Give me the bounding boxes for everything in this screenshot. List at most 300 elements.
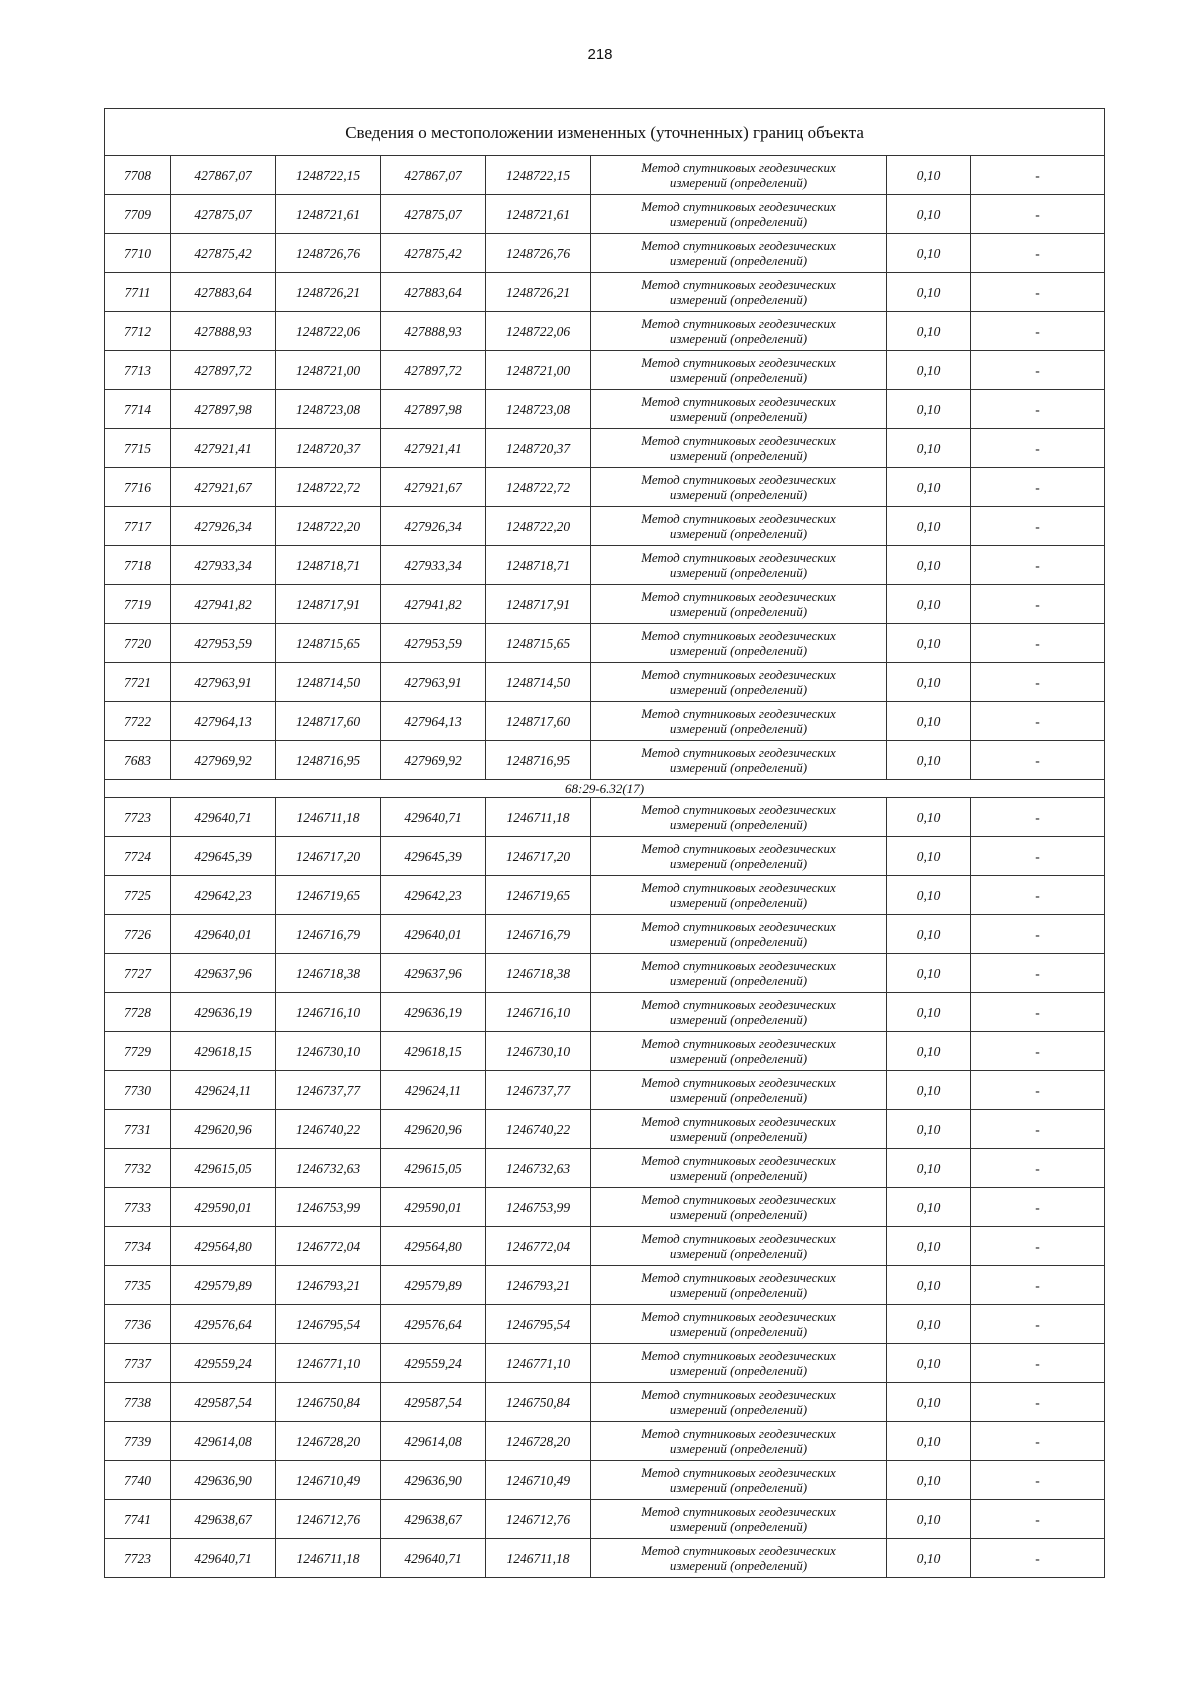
- y-new-cell: 1248722,15: [486, 156, 591, 195]
- method-line-2: измерений (определений): [669, 895, 808, 910]
- method-line-1: Метод спутниковых геодезических: [641, 1309, 836, 1324]
- table-row: [105, 1539, 1105, 1578]
- method-cell: [591, 351, 887, 390]
- description-cell: -: [971, 351, 1105, 390]
- y-new-cell: 1246771,10: [486, 1344, 591, 1383]
- table-body: [105, 109, 1105, 1578]
- x-new-cell: 429637,96: [381, 954, 486, 993]
- method-line-1: Метод спутниковых геодезических: [641, 958, 836, 973]
- y-existing-cell: 1248721,00: [276, 351, 381, 390]
- method-line-1: Метод спутниковых геодезических: [641, 1504, 836, 1519]
- x-existing-cell: 429640,01: [171, 915, 276, 954]
- y-existing-cell: 1248716,95: [276, 741, 381, 780]
- y-new-cell: 1246795,54: [486, 1305, 591, 1344]
- point-number-cell: 7723: [105, 1539, 171, 1578]
- description-cell: -: [971, 954, 1105, 993]
- x-new-cell: 427926,34: [381, 507, 486, 546]
- description-cell: -: [971, 1344, 1105, 1383]
- table-row: [105, 624, 1105, 663]
- description-cell: -: [971, 1500, 1105, 1539]
- x-new-cell: 429587,54: [381, 1383, 486, 1422]
- point-number-cell: 7683: [105, 741, 171, 780]
- accuracy-cell: 0,10: [887, 1344, 971, 1383]
- method-line-1: Метод спутниковых геодезических: [641, 997, 836, 1012]
- method-line-2: измерений (определений): [669, 1285, 808, 1300]
- y-new-cell: 1246717,20: [486, 837, 591, 876]
- method-line-1: Метод спутниковых геодезических: [641, 1426, 836, 1441]
- y-existing-cell: 1246717,20: [276, 837, 381, 876]
- y-new-cell: 1248721,61: [486, 195, 591, 234]
- method-cell: [591, 273, 887, 312]
- y-new-cell: 1246711,18: [486, 798, 591, 837]
- point-number-cell: 7728: [105, 993, 171, 1032]
- accuracy-cell: 0,10: [887, 1032, 971, 1071]
- x-new-cell: 427888,93: [381, 312, 486, 351]
- method-line-1: Метод спутниковых геодезических: [641, 745, 836, 760]
- method-cell: [591, 1305, 887, 1344]
- point-number-cell: 7740: [105, 1461, 171, 1500]
- y-new-cell: 1248717,91: [486, 585, 591, 624]
- y-existing-cell: 1248722,72: [276, 468, 381, 507]
- x-existing-cell: 427921,41: [171, 429, 276, 468]
- y-existing-cell: 1246753,99: [276, 1188, 381, 1227]
- accuracy-cell: 0,10: [887, 624, 971, 663]
- x-existing-cell: 429636,19: [171, 993, 276, 1032]
- description-cell: -: [971, 1071, 1105, 1110]
- x-new-cell: 427964,13: [381, 702, 486, 741]
- y-existing-cell: 1248715,65: [276, 624, 381, 663]
- page-number: 218: [587, 46, 613, 63]
- method-line-1: Метод спутниковых геодезических: [641, 238, 836, 253]
- point-number-cell: 7732: [105, 1149, 171, 1188]
- y-existing-cell: 1246711,18: [276, 798, 381, 837]
- table-row: [105, 195, 1105, 234]
- y-new-cell: 1248722,06: [486, 312, 591, 351]
- x-new-cell: 429640,71: [381, 1539, 486, 1578]
- accuracy-cell: 0,10: [887, 468, 971, 507]
- x-existing-cell: 429614,08: [171, 1422, 276, 1461]
- method-cell: [591, 1539, 887, 1578]
- y-new-cell: 1246730,10: [486, 1032, 591, 1071]
- x-new-cell: 429559,24: [381, 1344, 486, 1383]
- y-existing-cell: 1246740,22: [276, 1110, 381, 1149]
- accuracy-cell: 0,10: [887, 195, 971, 234]
- method-cell: [591, 1188, 887, 1227]
- y-existing-cell: 1248717,91: [276, 585, 381, 624]
- method-cell: [591, 1500, 887, 1539]
- method-line-1: Метод спутниковых геодезических: [641, 1543, 836, 1558]
- description-cell: -: [971, 1032, 1105, 1071]
- method-line-1: Метод спутниковых геодезических: [641, 160, 836, 175]
- y-existing-cell: 1248714,50: [276, 663, 381, 702]
- y-new-cell: 1246772,04: [486, 1227, 591, 1266]
- x-new-cell: 429576,64: [381, 1305, 486, 1344]
- method-line-1: Метод спутниковых геодезических: [641, 355, 836, 370]
- x-existing-cell: 427933,34: [171, 546, 276, 585]
- method-line-1: Метод спутниковых геодезических: [641, 802, 836, 817]
- method-line-1: Метод спутниковых геодезических: [641, 511, 836, 526]
- x-new-cell: 429638,67: [381, 1500, 486, 1539]
- x-existing-cell: 429615,05: [171, 1149, 276, 1188]
- x-new-cell: 429564,80: [381, 1227, 486, 1266]
- table-row: [105, 663, 1105, 702]
- y-existing-cell: 1246730,10: [276, 1032, 381, 1071]
- y-new-cell: 1246710,49: [486, 1461, 591, 1500]
- description-cell: -: [971, 1149, 1105, 1188]
- accuracy-cell: 0,10: [887, 351, 971, 390]
- x-new-cell: 427933,34: [381, 546, 486, 585]
- x-new-cell: 427875,07: [381, 195, 486, 234]
- y-existing-cell: 1246795,54: [276, 1305, 381, 1344]
- y-existing-cell: 1246732,63: [276, 1149, 381, 1188]
- y-existing-cell: 1246728,20: [276, 1422, 381, 1461]
- x-new-cell: 427875,42: [381, 234, 486, 273]
- y-existing-cell: 1248720,37: [276, 429, 381, 468]
- y-new-cell: 1248718,71: [486, 546, 591, 585]
- x-existing-cell: 429640,71: [171, 1539, 276, 1578]
- point-number-cell: 7722: [105, 702, 171, 741]
- method-line-2: измерений (определений): [669, 1519, 808, 1534]
- x-existing-cell: 429645,39: [171, 837, 276, 876]
- point-number-cell: 7718: [105, 546, 171, 585]
- method-line-1: Метод спутниковых геодезических: [641, 1036, 836, 1051]
- y-new-cell: 1246712,76: [486, 1500, 591, 1539]
- method-line-2: измерений (определений): [669, 1129, 808, 1144]
- point-number-cell: 7730: [105, 1071, 171, 1110]
- table-row: [105, 507, 1105, 546]
- x-existing-cell: 429624,11: [171, 1071, 276, 1110]
- y-new-cell: 1248722,20: [486, 507, 591, 546]
- y-existing-cell: 1246716,79: [276, 915, 381, 954]
- point-number-cell: 7734: [105, 1227, 171, 1266]
- accuracy-cell: 0,10: [887, 156, 971, 195]
- y-existing-cell: 1248722,15: [276, 156, 381, 195]
- accuracy-cell: 0,10: [887, 798, 971, 837]
- table-row: [105, 312, 1105, 351]
- y-existing-cell: 1246710,49: [276, 1461, 381, 1500]
- description-cell: -: [971, 273, 1105, 312]
- point-number-cell: 7712: [105, 312, 171, 351]
- accuracy-cell: 0,10: [887, 234, 971, 273]
- point-number-cell: 7739: [105, 1422, 171, 1461]
- method-line-2: измерений (определений): [669, 682, 808, 697]
- table-row: [105, 351, 1105, 390]
- point-number-cell: 7714: [105, 390, 171, 429]
- accuracy-cell: 0,10: [887, 954, 971, 993]
- method-line-2: измерений (определений): [669, 292, 808, 307]
- x-existing-cell: 427953,59: [171, 624, 276, 663]
- point-number-cell: 7735: [105, 1266, 171, 1305]
- point-number-cell: 7731: [105, 1110, 171, 1149]
- y-new-cell: 1248715,65: [486, 624, 591, 663]
- x-existing-cell: 429640,71: [171, 798, 276, 837]
- table-row: [105, 798, 1105, 837]
- table-row: [105, 915, 1105, 954]
- description-cell: -: [971, 702, 1105, 741]
- accuracy-cell: 0,10: [887, 390, 971, 429]
- table-row: [105, 1188, 1105, 1227]
- x-existing-cell: 427897,72: [171, 351, 276, 390]
- x-new-cell: 429614,08: [381, 1422, 486, 1461]
- y-new-cell: 1246750,84: [486, 1383, 591, 1422]
- table-row: [105, 1500, 1105, 1539]
- y-new-cell: 1246716,10: [486, 993, 591, 1032]
- y-existing-cell: 1246718,38: [276, 954, 381, 993]
- accuracy-cell: 0,10: [887, 1422, 971, 1461]
- point-number-cell: 7725: [105, 876, 171, 915]
- description-cell: -: [971, 1227, 1105, 1266]
- method-cell: [591, 1422, 887, 1461]
- method-cell: [591, 741, 887, 780]
- section-header-row: [105, 780, 1105, 798]
- x-existing-cell: 429587,54: [171, 1383, 276, 1422]
- point-number-cell: 7717: [105, 507, 171, 546]
- point-number-cell: 7726: [105, 915, 171, 954]
- method-line-2: измерений (определений): [669, 1051, 808, 1066]
- method-line-2: измерений (определений): [669, 487, 808, 502]
- description-cell: -: [971, 546, 1105, 585]
- y-existing-cell: 1246793,21: [276, 1266, 381, 1305]
- y-new-cell: 1248717,60: [486, 702, 591, 741]
- x-new-cell: 429615,05: [381, 1149, 486, 1188]
- description-cell: -: [971, 429, 1105, 468]
- method-line-1: Метод спутниковых геодезических: [641, 841, 836, 856]
- y-new-cell: 1246711,18: [486, 1539, 591, 1578]
- method-cell: [591, 585, 887, 624]
- method-line-2: измерений (определений): [669, 934, 808, 949]
- method-line-2: измерений (определений): [669, 526, 808, 541]
- table-row: [105, 546, 1105, 585]
- table-row: [105, 1422, 1105, 1461]
- table-row: [105, 993, 1105, 1032]
- x-existing-cell: 429590,01: [171, 1188, 276, 1227]
- y-existing-cell: 1248726,76: [276, 234, 381, 273]
- accuracy-cell: 0,10: [887, 1071, 971, 1110]
- x-new-cell: 429620,96: [381, 1110, 486, 1149]
- table-row: [105, 954, 1105, 993]
- method-line-2: измерений (определений): [669, 565, 808, 580]
- description-cell: -: [971, 1461, 1105, 1500]
- method-line-1: Метод спутниковых геодезических: [641, 1192, 836, 1207]
- y-existing-cell: 1246711,18: [276, 1539, 381, 1578]
- x-new-cell: 429642,23: [381, 876, 486, 915]
- y-new-cell: 1248723,08: [486, 390, 591, 429]
- table-row: [105, 1227, 1105, 1266]
- method-cell: [591, 1110, 887, 1149]
- table-row: [105, 273, 1105, 312]
- table-row: [105, 741, 1105, 780]
- accuracy-cell: 0,10: [887, 741, 971, 780]
- method-line-2: измерений (определений): [669, 817, 808, 832]
- method-line-2: измерений (определений): [669, 1480, 808, 1495]
- method-cell: [591, 624, 887, 663]
- method-line-1: Метод спутниковых геодезических: [641, 472, 836, 487]
- point-number-cell: 7741: [105, 1500, 171, 1539]
- x-new-cell: 427969,92: [381, 741, 486, 780]
- method-line-1: Метод спутниковых геодезических: [641, 1387, 836, 1402]
- x-new-cell: 427953,59: [381, 624, 486, 663]
- description-cell: -: [971, 663, 1105, 702]
- description-cell: -: [971, 915, 1105, 954]
- description-cell: -: [971, 741, 1105, 780]
- point-number-cell: 7738: [105, 1383, 171, 1422]
- description-cell: -: [971, 1266, 1105, 1305]
- y-existing-cell: 1246719,65: [276, 876, 381, 915]
- accuracy-cell: 0,10: [887, 1500, 971, 1539]
- y-existing-cell: 1248722,20: [276, 507, 381, 546]
- method-line-1: Метод спутниковых геодезических: [641, 706, 836, 721]
- method-line-2: измерений (определений): [669, 1168, 808, 1183]
- x-existing-cell: 429576,64: [171, 1305, 276, 1344]
- y-new-cell: 1246740,22: [486, 1110, 591, 1149]
- method-cell: [591, 429, 887, 468]
- method-line-1: Метод спутниковых геодезических: [641, 433, 836, 448]
- method-line-1: Метод спутниковых геодезических: [641, 1114, 836, 1129]
- method-cell: [591, 1071, 887, 1110]
- method-cell: [591, 1227, 887, 1266]
- method-cell: [591, 876, 887, 915]
- method-line-2: измерений (определений): [669, 175, 808, 190]
- description-cell: -: [971, 1422, 1105, 1461]
- point-number-cell: 7736: [105, 1305, 171, 1344]
- method-line-1: Метод спутниковых геодезических: [641, 589, 836, 604]
- description-cell: -: [971, 156, 1105, 195]
- x-new-cell: 427897,98: [381, 390, 486, 429]
- method-line-2: измерений (определений): [669, 856, 808, 871]
- method-line-1: Метод спутниковых геодезических: [641, 550, 836, 565]
- point-number-cell: 7733: [105, 1188, 171, 1227]
- description-cell: -: [971, 234, 1105, 273]
- point-number-cell: 7713: [105, 351, 171, 390]
- x-existing-cell: 429638,67: [171, 1500, 276, 1539]
- point-number-cell: 7723: [105, 798, 171, 837]
- method-line-2: измерений (определений): [669, 1441, 808, 1456]
- x-new-cell: 427897,72: [381, 351, 486, 390]
- table-title: Сведения о местоположении измененных (уточненных) границ объекта: [105, 109, 1105, 156]
- point-number-cell: 7709: [105, 195, 171, 234]
- method-line-1: Метод спутниковых геодезических: [641, 1153, 836, 1168]
- table-row: [105, 156, 1105, 195]
- method-line-1: Метод спутниковых геодезических: [641, 1348, 836, 1363]
- description-cell: -: [971, 585, 1105, 624]
- y-new-cell: 1248722,72: [486, 468, 591, 507]
- method-line-1: Метод спутниковых геодезических: [641, 1075, 836, 1090]
- x-new-cell: 427883,64: [381, 273, 486, 312]
- method-cell: [591, 468, 887, 507]
- table-row: [105, 390, 1105, 429]
- point-number-cell: 7708: [105, 156, 171, 195]
- method-line-2: измерений (определений): [669, 253, 808, 268]
- x-existing-cell: 427969,92: [171, 741, 276, 780]
- method-line-2: измерений (определений): [669, 721, 808, 736]
- description-cell: -: [971, 837, 1105, 876]
- y-existing-cell: 1248721,61: [276, 195, 381, 234]
- x-existing-cell: 429636,90: [171, 1461, 276, 1500]
- table-row: [105, 585, 1105, 624]
- section-label: 68:29-6.32(17): [105, 780, 1105, 798]
- point-number-cell: 7711: [105, 273, 171, 312]
- y-existing-cell: 1246716,10: [276, 993, 381, 1032]
- y-existing-cell: 1248726,21: [276, 273, 381, 312]
- accuracy-cell: 0,10: [887, 1461, 971, 1500]
- description-cell: -: [971, 1383, 1105, 1422]
- method-cell: [591, 195, 887, 234]
- y-new-cell: 1246793,21: [486, 1266, 591, 1305]
- method-line-2: измерений (определений): [669, 1402, 808, 1417]
- table-row: [105, 1266, 1105, 1305]
- method-line-1: Метод спутниковых геодезических: [641, 919, 836, 934]
- accuracy-cell: 0,10: [887, 1539, 971, 1578]
- description-cell: -: [971, 468, 1105, 507]
- point-number-cell: 7719: [105, 585, 171, 624]
- x-existing-cell: 427888,93: [171, 312, 276, 351]
- method-line-2: измерений (определений): [669, 1363, 808, 1378]
- x-new-cell: 427921,41: [381, 429, 486, 468]
- method-cell: [591, 1032, 887, 1071]
- method-cell: [591, 156, 887, 195]
- accuracy-cell: 0,10: [887, 312, 971, 351]
- table-row: [105, 1383, 1105, 1422]
- y-existing-cell: 1248723,08: [276, 390, 381, 429]
- method-line-2: измерений (определений): [669, 604, 808, 619]
- method-line-2: измерений (определений): [669, 973, 808, 988]
- x-existing-cell: 429642,23: [171, 876, 276, 915]
- method-line-1: Метод спутниковых геодезических: [641, 394, 836, 409]
- x-existing-cell: 429559,24: [171, 1344, 276, 1383]
- method-line-2: измерений (определений): [669, 760, 808, 775]
- x-new-cell: 427963,91: [381, 663, 486, 702]
- y-new-cell: 1246718,38: [486, 954, 591, 993]
- description-cell: -: [971, 798, 1105, 837]
- y-existing-cell: 1246772,04: [276, 1227, 381, 1266]
- point-number-cell: 7715: [105, 429, 171, 468]
- x-existing-cell: 429620,96: [171, 1110, 276, 1149]
- x-existing-cell: 429618,15: [171, 1032, 276, 1071]
- accuracy-cell: 0,10: [887, 837, 971, 876]
- x-new-cell: 429590,01: [381, 1188, 486, 1227]
- table-row: [105, 429, 1105, 468]
- x-new-cell: 427941,82: [381, 585, 486, 624]
- y-existing-cell: 1248722,06: [276, 312, 381, 351]
- method-line-1: Метод спутниковых геодезических: [641, 880, 836, 895]
- boundary-coordinates-table: [104, 108, 1105, 1578]
- method-cell: [591, 1266, 887, 1305]
- description-cell: -: [971, 993, 1105, 1032]
- point-number-cell: 7724: [105, 837, 171, 876]
- table-row: [105, 1032, 1105, 1071]
- description-cell: -: [971, 390, 1105, 429]
- accuracy-cell: 0,10: [887, 1305, 971, 1344]
- table-row: [105, 234, 1105, 273]
- accuracy-cell: 0,10: [887, 663, 971, 702]
- x-new-cell: 429624,11: [381, 1071, 486, 1110]
- method-line-1: Метод спутниковых геодезических: [641, 1231, 836, 1246]
- y-existing-cell: 1246771,10: [276, 1344, 381, 1383]
- y-existing-cell: 1248718,71: [276, 546, 381, 585]
- method-cell: [591, 663, 887, 702]
- table-row: [105, 1344, 1105, 1383]
- method-cell: [591, 702, 887, 741]
- method-line-2: измерений (определений): [669, 1324, 808, 1339]
- x-existing-cell: 427964,13: [171, 702, 276, 741]
- y-new-cell: 1246728,20: [486, 1422, 591, 1461]
- table-row: [105, 876, 1105, 915]
- method-line-2: измерений (определений): [669, 1090, 808, 1105]
- accuracy-cell: 0,10: [887, 429, 971, 468]
- accuracy-cell: 0,10: [887, 1149, 971, 1188]
- method-cell: [591, 234, 887, 273]
- x-existing-cell: 427963,91: [171, 663, 276, 702]
